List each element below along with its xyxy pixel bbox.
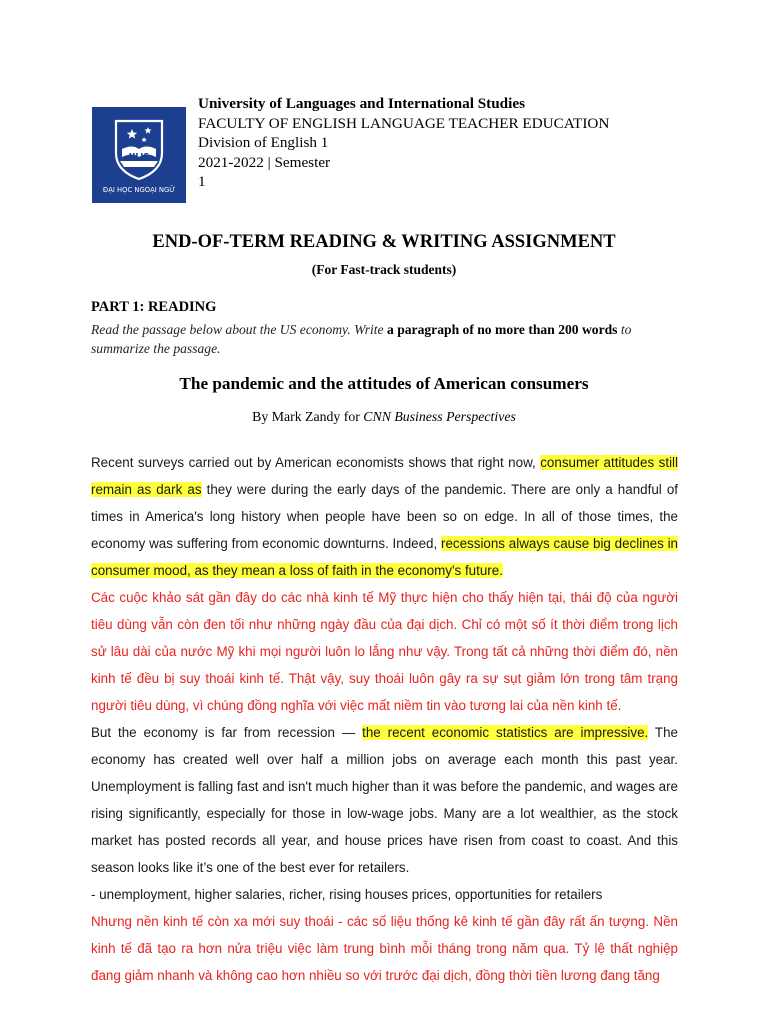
university-name: University of Languages and International Studies <box>198 95 525 112</box>
highlight-recessions: recessions always cause big declines in consumer mood, as they mean a loss of faith in the economy's future. <box>91 536 678 578</box>
passage-title: The pandemic and the attitudes of American consumers <box>179 374 589 393</box>
instructions <box>91 320 691 358</box>
passage-body <box>91 449 678 989</box>
paragraph-1 <box>91 449 678 584</box>
logo-acronym: ULIS <box>128 152 150 161</box>
paragraph-1-text-b: they were during the early days of the pandemic. There are only a handful of times in America's long history when people have been so on edge. In all of those times, the economy was suffering from economic downturns. Indeed, <box>91 482 678 551</box>
semester-number: 1 <box>198 173 206 190</box>
faculty-name: FACULTY OF ENGLISH LANGUAGE TEACHER EDUCATION <box>198 114 610 132</box>
paragraph-2 <box>91 719 678 881</box>
academic-year: 2021-2022 | Semester <box>198 153 331 171</box>
document-header <box>198 94 609 192</box>
summary-note: - unemployment, higher salaries, richer, rising houses prices, opportunities for retailers <box>91 887 603 902</box>
instructions-pre: Read the passage below about the US economy. Write <box>91 322 387 337</box>
highlight-statistics: the recent economic statistics are impressive. <box>362 725 649 740</box>
translation-1: Các cuộc khảo sát gần đây do các nhà kinh tế Mỹ thực hiện cho thấy hiện tại, thái độ của người tiêu dùng vẫn còn đen tối như những ngày đầu của đại dịch. Chỉ có một số ít thời điểm trong lịch sử lâu dài của nước Mỹ khi mọi người luôn lo lắng như vậy. Trong tất cả những thời điểm đó, nền kinh tế đều bị suy thoái kinh tế. Thật vậy, suy thoái luôn gây ra sự sụt giảm lớn trong tâm trạng người tiêu dùng, vì chúng đồng nghĩa với việc mất niềm tin vào tương lai của nền kinh tế. <box>91 590 678 713</box>
paragraph-2-text-a: But the economy is far from recession — <box>91 725 363 740</box>
highlight-consumer-attitudes: consumer attitudes still remain as dark as <box>91 455 678 497</box>
logo-caption: ĐẠI HỌC NGOẠI NGỮ <box>102 186 176 194</box>
university-logo <box>92 107 186 203</box>
assignment-subtitle: (For Fast-track students) <box>311 262 457 277</box>
paragraph-1-text-a: Recent surveys carried out by American economists shows that right now, <box>91 455 541 470</box>
byline-source: CNN Business Perspectives <box>363 409 516 424</box>
part-heading: PART 1: READING <box>91 299 217 315</box>
byline-author: By Mark Zandy for <box>252 409 364 424</box>
assignment-title: END-OF-TERM READING & WRITING ASSIGNMENT <box>152 232 616 252</box>
translation-2: Nhưng nền kinh tế còn xa mới suy thoái - các số liệu thống kê kinh tế gần đây rất ấn tượng. Nền kinh tế đã tạo ra hơn nửa triệu việc làm trung bình mỗi tháng trong năm qua. Tỷ lệ thất nghiệp đang giảm nhanh và không cao hơn nhiều so với trước đại dịch, đồng thời tiền lương đang tăng <box>91 914 678 983</box>
instructions-post: to summarize the passage. <box>91 322 632 356</box>
division-name: Division of English 1 <box>198 134 329 151</box>
byline <box>0 409 768 425</box>
paragraph-2-text-b: The economy has created well over half a million jobs on average each month this past year. Unemployment is falling fast and isn't much higher than it was before the pandemic, and wages are rising significantly, especially for those in low-wage jobs. Many are a lot wealthier, as the stock market has posted records all year, and house prices have risen from coast to coast. And this season looks like it’s one of the best ever for retailers. <box>91 725 678 875</box>
instructions-bold: a paragraph of no more than 200 words <box>387 322 618 337</box>
